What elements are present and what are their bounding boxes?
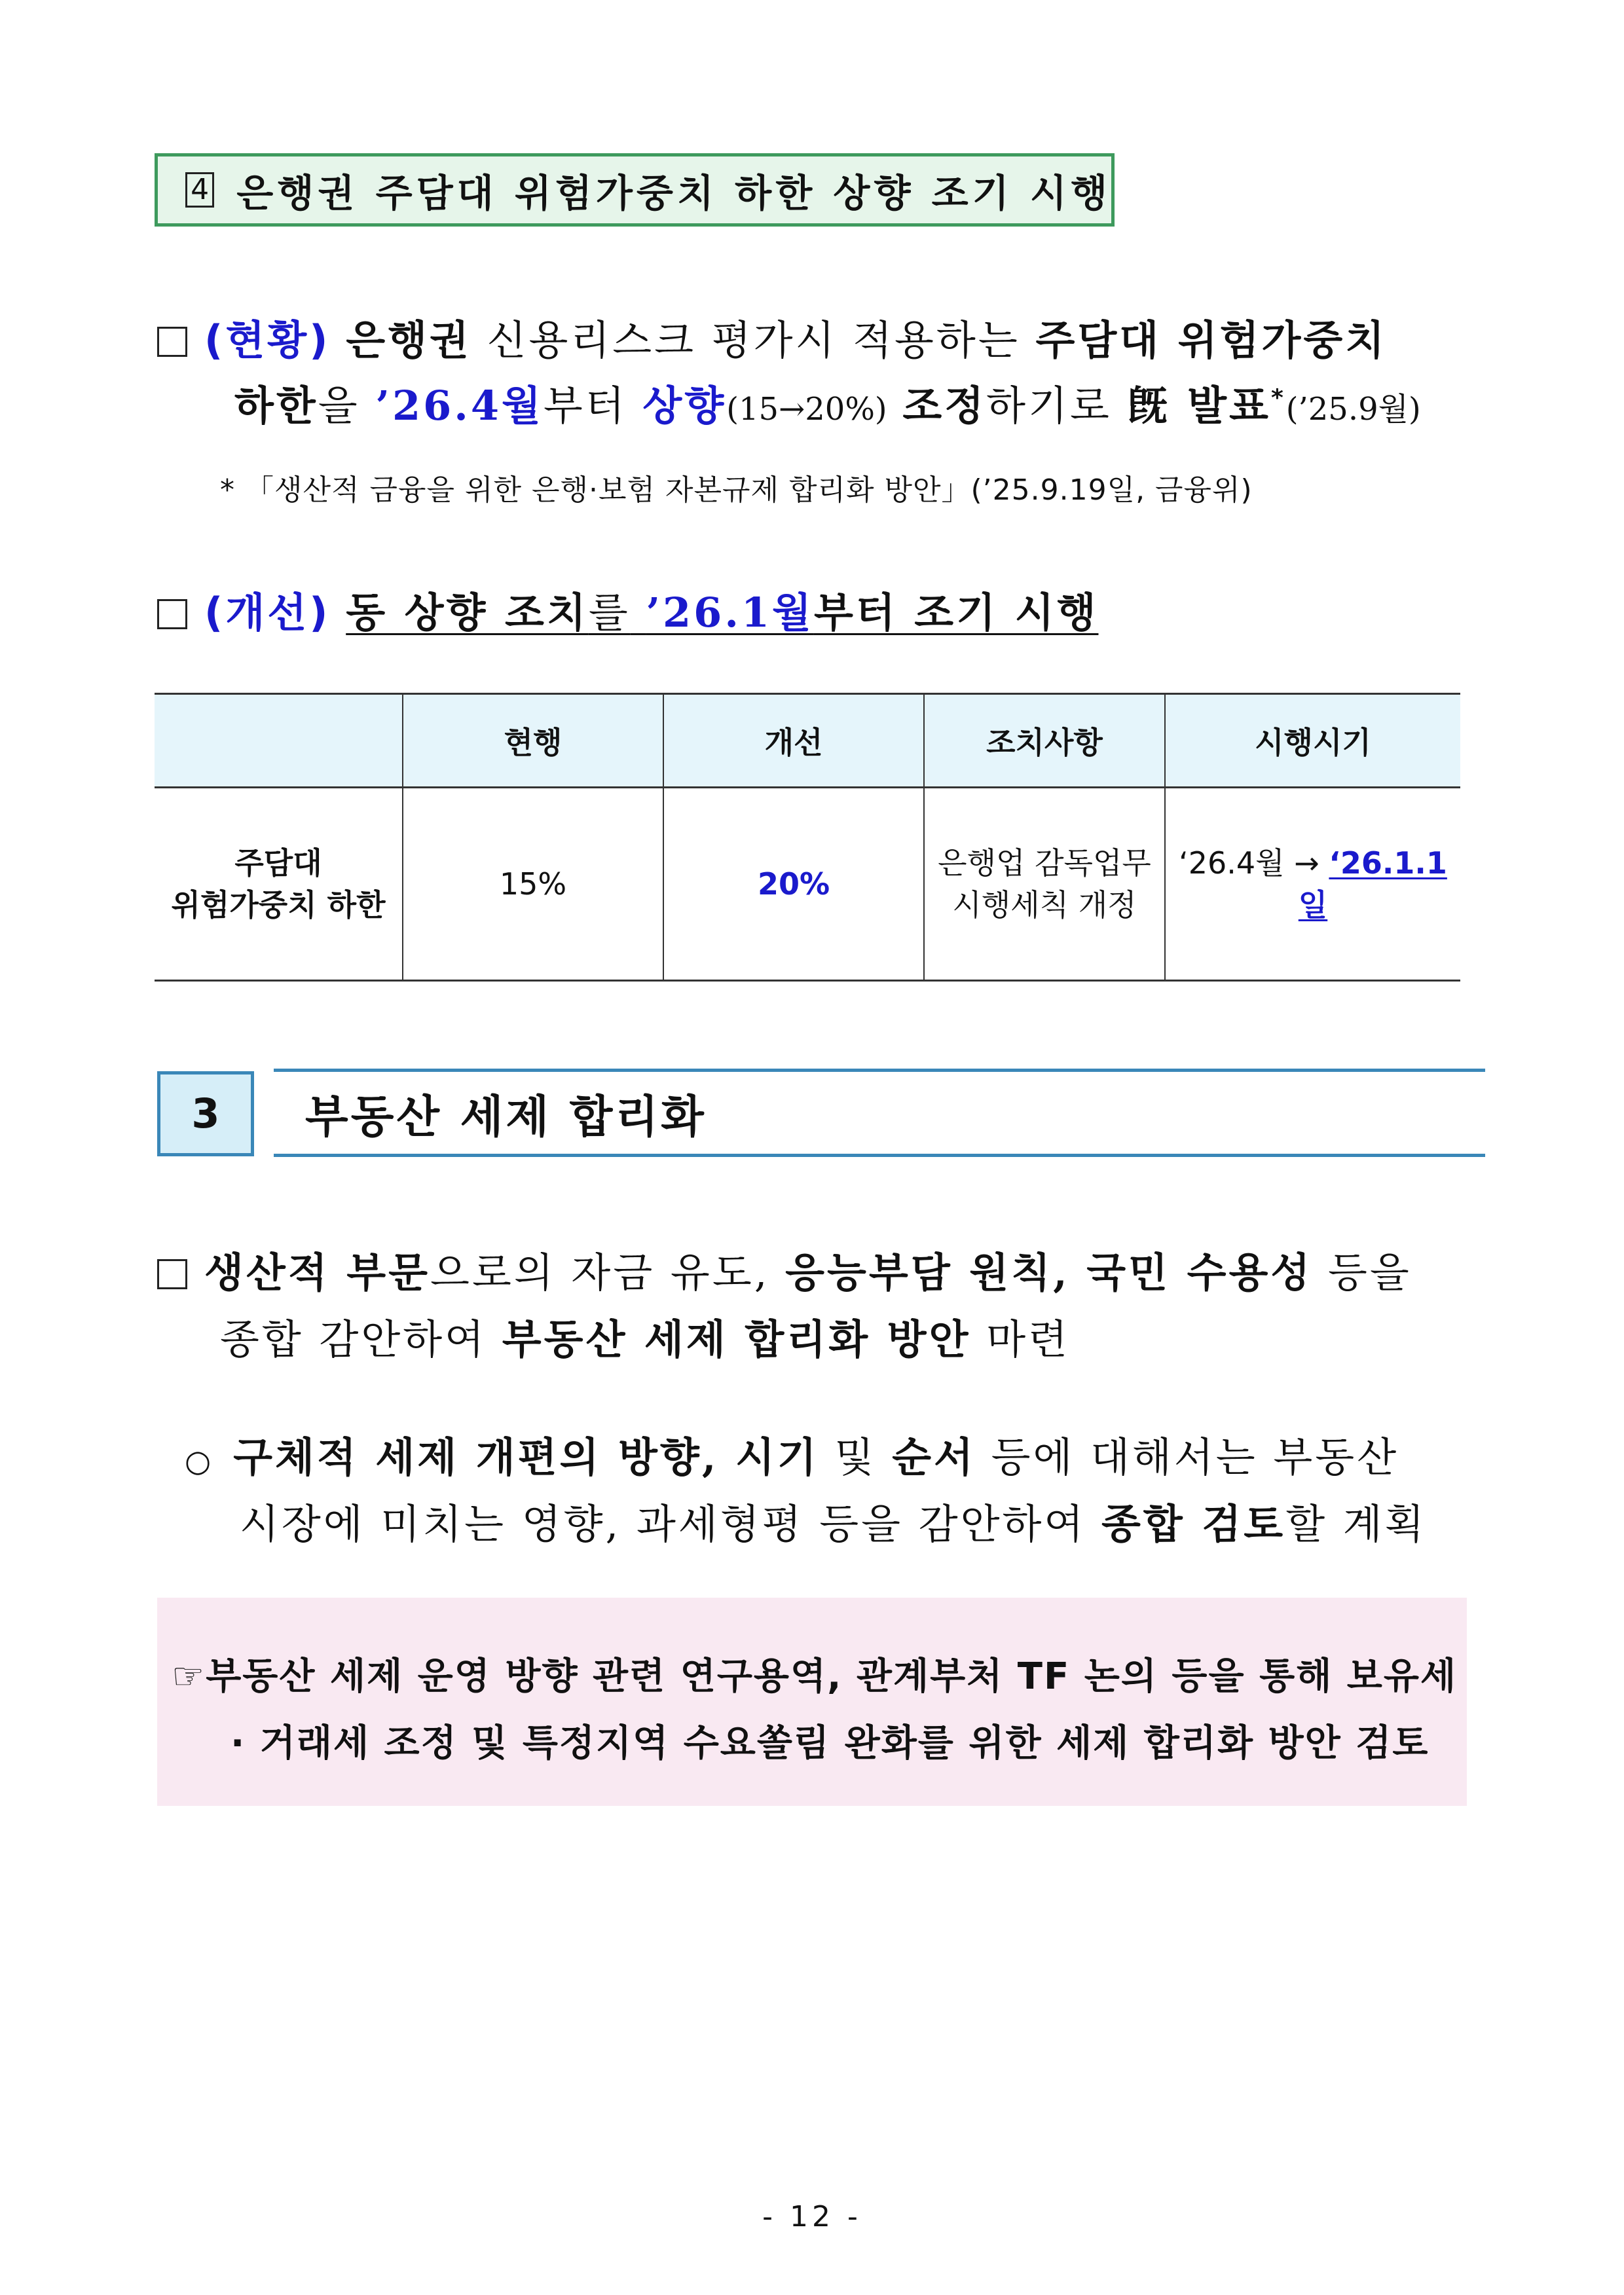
heading-number: 4 [185,172,214,208]
s3-text: 생산적 부문 [204,1249,431,1296]
table-header: 개선 [663,694,924,788]
improve-date: ’26.1월 [646,589,814,636]
s3-text: 으로의 자금 유도, [430,1249,770,1296]
row-label-line: 주담대 [234,845,322,881]
status-text: 하기로 [986,382,1112,430]
s3-sub-text: 등에 대해서는 부동산 [991,1433,1399,1481]
checkbox-bullet-icon [157,1259,187,1289]
s3-text: 응능부담 원칙, 국민 수용성 [785,1249,1313,1296]
cell-action [924,788,1165,981]
s3-sub-text: 할 계획 [1285,1500,1427,1548]
s3-text: 종합 감안하여 [220,1315,487,1363]
row-label [155,788,403,981]
section-rule-top [274,1069,1485,1072]
section-number: 3 [157,1071,254,1156]
row-label-line: 위험가중치 하한 [171,887,386,923]
cell-action-line: 은행업 감독업무 [938,845,1151,881]
table-header: 현행 [403,694,663,788]
note-line-1 [172,1647,1457,1700]
status-tag: (현황) [204,316,331,364]
timing-to: ‘26.1.1일 [1298,845,1447,923]
improve-text: 부터 조기 시행 [813,589,1099,636]
s3-sub-text: 및 [834,1433,877,1481]
status-text: 은행권 [346,316,471,364]
timing-from: ‘26.4월 → [1179,845,1320,881]
checkbox-bullet-icon [157,327,187,357]
status-text: 신용리스크 평가시 적용하는 [487,316,1020,364]
status-ratio: (15→20%) [726,391,887,428]
status-text: 부터 [543,382,627,430]
s3-text: 등을 [1328,1249,1412,1296]
cell-improved: 20% [663,788,924,981]
table-header-row [155,694,1460,788]
status-text: 주담대 위험가중치 [1035,316,1388,364]
status-text: 조정 [902,382,987,430]
status-text: 旣 발표 [1127,382,1271,430]
s3-sub-line-1 [185,1425,1399,1483]
table-header: 조치사항 [924,694,1165,788]
note-line-2: · 거래세 조정 및 특정지역 수요쏠림 완화를 위한 세제 합리화 방안 검토 [231,1722,1430,1765]
improve-tag: (개선) [204,589,331,636]
measure-table [155,693,1460,982]
pointing-hand-icon: ☞ [172,1655,206,1698]
table-header: 시행시기 [1165,694,1460,788]
status-date: ’26.4월 [375,382,544,430]
status-text: 을 [318,382,360,430]
note-text: 부동산 세제 운영 방향 관련 연구용역, 관계부처 TF 논의 등을 통해 보유세 [206,1655,1458,1698]
status-line-2 [234,373,1421,431]
note-box [157,1598,1467,1806]
s3-sub-text: 종합 검토 [1101,1500,1286,1548]
cell-action-line: 시행세칙 개정 [952,887,1137,923]
s3-sub-text: 구체적 세제 개편의 방향, 시기 [233,1433,819,1481]
improve-text: 를 [588,589,631,636]
table-header [155,694,403,788]
improve-line [157,580,1098,638]
s3-sub-line-2 [240,1492,1427,1550]
table-row [155,788,1460,981]
status-line-1 [157,308,1387,366]
circle-bullet-icon: ○ [185,1443,214,1478]
section-title: 부동산 세제 합리화 [305,1092,707,1143]
footnote-mark: * [1270,384,1286,412]
heading-title: 은행권 주담대 위험가중치 하한 상향 조기 시행 [236,171,1111,215]
checkbox-bullet-icon [157,599,187,629]
improve-text: 동 상향 조치 [346,589,589,636]
section-rule-bottom [274,1154,1485,1157]
page-number: - 12 - [762,2200,862,2233]
s3-line-2 [220,1307,1070,1365]
footnote: * 「생산적 금융을 위한 은행·보험 자본규제 합리화 방안」(’25.9.19일, 금융위) [220,473,1253,507]
status-up: 상향 [642,382,727,430]
s3-text: 부동산 세제 합리화 방안 [502,1315,971,1363]
s3-sub-text: 시장에 미치는 영향, 과세형평 등을 감안하여 [240,1500,1086,1548]
s3-line-1 [157,1240,1412,1298]
cell-current: 15% [403,788,663,981]
status-text: 하한 [234,382,318,430]
section-heading-4 [155,153,1115,227]
s3-sub-text: 순서 [892,1433,976,1481]
s3-text: 마련 [986,1315,1070,1363]
status-date-note: (’25.9월) [1285,391,1421,428]
cell-timing [1165,788,1460,981]
